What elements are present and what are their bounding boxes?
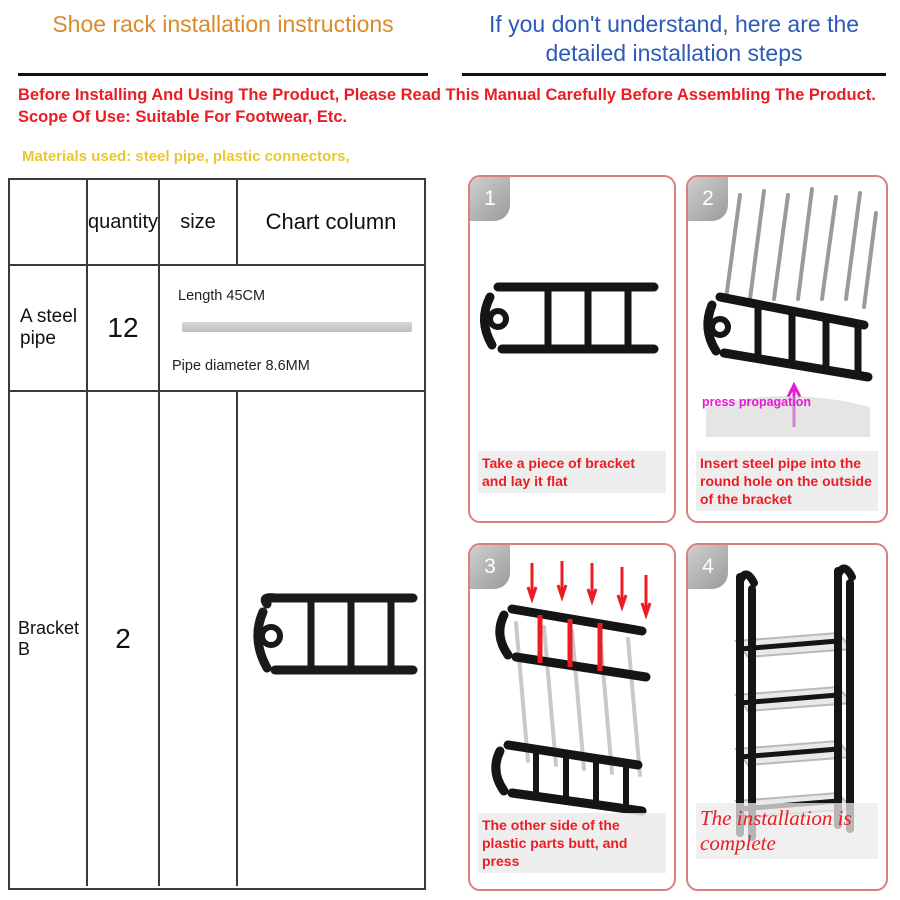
page-title-right: If you don't understand, here are the detailed installation steps (462, 8, 886, 76)
part-spec-a (160, 266, 424, 390)
step-number-badge: 2 (688, 177, 728, 221)
parts-table (8, 178, 426, 890)
step-panel-4 (686, 543, 888, 891)
step3-illustration (470, 545, 674, 835)
header-chart-column: Chart column (265, 209, 397, 234)
step4-illustration (688, 545, 886, 845)
materials-text: Materials used: steel pipe, plastic connectors, (22, 148, 350, 165)
page-title-left: Shoe rack installation instructions (18, 8, 428, 76)
table-header-row (10, 180, 424, 266)
step-number-badge: 1 (470, 177, 510, 221)
warning-text: Before Installing And Using The Product, Please Read This Manual Carefully Before Assembling The Product. Scope Of Use: Suitable For Footwear, Etc. (18, 86, 876, 126)
step-caption-4: The installation is complete (696, 803, 878, 859)
header-size: size (160, 180, 238, 264)
part-name-a: A steel pipe (10, 266, 88, 390)
table-row (10, 392, 424, 886)
header-quantity: quantity (88, 180, 160, 264)
step-caption-1: Take a piece of bracket and lay it flat (478, 451, 666, 493)
step-caption-3: The other side of the plastic parts butt, and press (478, 813, 666, 873)
pipe-length-label: Length 45CM (178, 288, 266, 304)
step-caption-2: Insert steel pipe into the round hole on the outside of the bracket (696, 451, 878, 511)
part-size-b (160, 392, 238, 886)
steel-pipe-icon (182, 322, 412, 332)
press-propagation-label: press propagation (702, 395, 812, 409)
part-quantity-a: 12 (88, 266, 160, 390)
header-name (10, 180, 88, 264)
pipe-diameter-label: Pipe diameter 8.6MM (172, 358, 310, 374)
table-row (10, 266, 424, 392)
part-quantity-b: 2 (88, 392, 160, 886)
step-panel-2 (686, 175, 888, 523)
step-number-badge: 4 (688, 545, 728, 589)
part-name-b: Bracket B (10, 392, 88, 886)
bracket-drawing-icon (238, 392, 424, 886)
step-panel-1 (468, 175, 676, 523)
step-panel-3 (468, 543, 676, 891)
step-number-badge: 3 (470, 545, 510, 589)
